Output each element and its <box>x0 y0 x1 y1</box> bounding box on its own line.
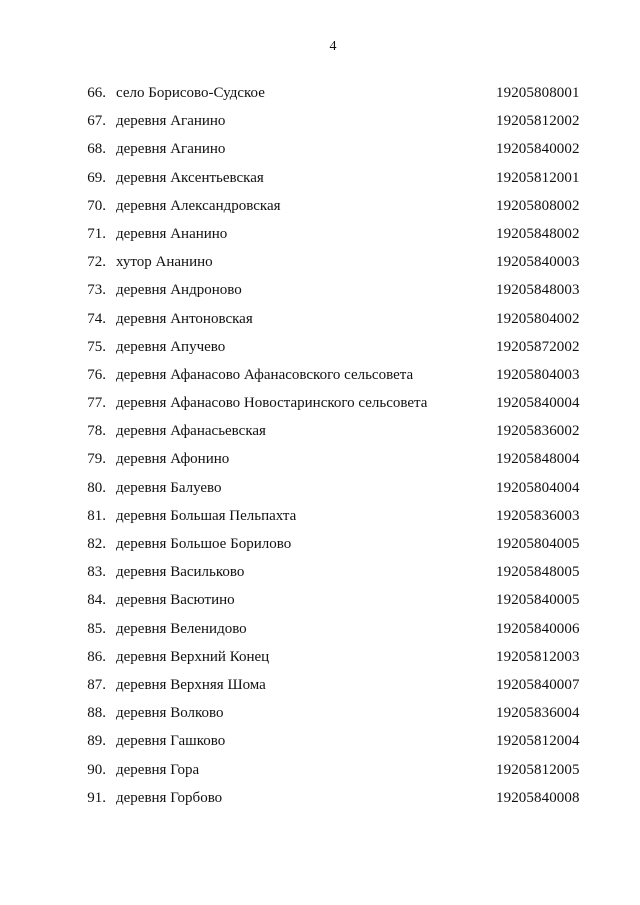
row-number: 69. <box>87 169 106 186</box>
settlement-name: деревня Антоновская <box>116 310 253 327</box>
row-number: 66. <box>87 85 106 101</box>
row-number: 74. <box>87 310 106 327</box>
list-item <box>0 305 640 333</box>
row-number: 89. <box>87 733 106 750</box>
list-item <box>0 389 640 417</box>
oktmo-code: 19205812004 <box>496 733 580 750</box>
list-item <box>0 333 640 361</box>
list-item <box>0 248 640 276</box>
row-number: 90. <box>87 761 106 778</box>
oktmo-code: 19205840004 <box>496 395 580 412</box>
list-item <box>0 107 640 135</box>
list-item <box>0 276 640 304</box>
settlement-name: деревня Васильково <box>116 564 245 581</box>
row-number: 67. <box>87 113 106 130</box>
settlement-name: деревня Большое Борилово <box>116 536 292 552</box>
oktmo-code: 19205836003 <box>496 507 580 524</box>
oktmo-code: 19205812001 <box>496 169 580 186</box>
list-item <box>0 445 640 473</box>
settlement-name: деревня Аганино <box>116 113 226 130</box>
oktmo-code: 19205840007 <box>496 676 580 693</box>
list-item <box>0 135 640 163</box>
list-item <box>0 361 640 389</box>
list-item <box>0 643 640 671</box>
oktmo-code: 19205840006 <box>496 620 580 637</box>
settlement-name: деревня Верхний Конец <box>116 648 270 665</box>
settlement-name: деревня Горбово <box>116 789 223 806</box>
settlement-name: деревня Афанасьевская <box>116 423 266 440</box>
settlement-name: деревня Афонино <box>116 451 230 468</box>
list-item <box>0 727 640 755</box>
list-item <box>0 530 640 558</box>
settlement-name: деревня Волково <box>116 705 224 722</box>
row-number: 80. <box>87 479 106 496</box>
row-number: 73. <box>87 282 106 299</box>
settlement-name: деревня Андроново <box>116 282 242 299</box>
row-number: 91. <box>87 789 106 806</box>
oktmo-code: 19205812002 <box>496 113 580 130</box>
settlement-name: деревня Александровская <box>116 197 281 214</box>
row-number: 84. <box>87 592 106 609</box>
row-number: 88. <box>87 705 106 722</box>
list-item <box>0 220 640 248</box>
row-number: 72. <box>87 254 106 271</box>
row-number: 79. <box>87 451 106 468</box>
row-number: 70. <box>87 197 106 214</box>
oktmo-code: 19205848002 <box>496 225 580 242</box>
row-number: 71. <box>87 225 106 242</box>
settlement-name: деревня Гашково <box>116 733 226 750</box>
oktmo-code: 19205848004 <box>496 451 580 468</box>
list-item <box>0 756 640 784</box>
list-item <box>0 192 640 220</box>
row-number: 86. <box>87 648 106 665</box>
row-number: 76. <box>87 366 106 383</box>
settlement-name: деревня Аксентьевская <box>116 169 264 186</box>
list-item <box>0 784 640 812</box>
oktmo-code: 19205840003 <box>496 254 580 271</box>
list-item <box>0 502 640 530</box>
row-number: 81. <box>87 507 106 524</box>
settlement-name: деревня Гора <box>116 761 200 778</box>
settlement-name: деревня Аганино <box>116 141 226 158</box>
list-item <box>0 558 640 586</box>
list-item <box>0 164 640 192</box>
settlement-name: деревня Апучево <box>116 338 226 355</box>
list-item <box>0 417 640 445</box>
list-item <box>0 699 640 727</box>
oktmo-code: 19205840005 <box>496 592 580 609</box>
row-number: 87. <box>87 676 106 693</box>
list-item <box>0 615 640 643</box>
oktmo-code: 19205812003 <box>496 648 580 665</box>
page-number: 4 <box>329 39 337 54</box>
oktmo-code: 19205812005 <box>496 761 580 778</box>
row-number: 83. <box>87 564 106 581</box>
settlement-name: деревня Балуево <box>116 479 222 496</box>
settlement-name: деревня Большая Пельпахта <box>116 507 297 524</box>
oktmo-code: 19205804002 <box>496 310 580 327</box>
settlement-name: деревня Афанасово Афанасовского сельсовета <box>116 366 414 383</box>
settlement-name: деревня Афанасово Новостаринского сельсовета <box>116 395 428 412</box>
oktmo-code: 19205848003 <box>496 282 580 299</box>
settlement-name: деревня Веленидово <box>116 620 247 637</box>
oktmo-code: 19205848005 <box>496 564 580 581</box>
settlement-name: хутор Ананино <box>116 254 213 271</box>
list-item <box>0 474 640 502</box>
list-item <box>0 671 640 699</box>
settlement-list <box>0 79 640 812</box>
list-item <box>0 586 640 614</box>
row-number: 85. <box>87 620 106 637</box>
oktmo-code: 19205836004 <box>496 705 580 722</box>
oktmo-code: 19205808002 <box>496 197 580 214</box>
oktmo-code: 19205804003 <box>496 366 580 383</box>
oktmo-code: 19205804004 <box>496 479 580 496</box>
row-number: 68. <box>87 141 106 158</box>
settlement-name: деревня Ананино <box>116 225 228 242</box>
row-number: 77. <box>87 395 106 412</box>
oktmo-code: 19205840002 <box>496 141 580 158</box>
settlement-name: деревня Васютино <box>116 592 235 609</box>
settlement-name: деревня Верхняя Шома <box>116 676 266 693</box>
oktmo-code: 19205840008 <box>496 789 580 806</box>
oktmo-code: 19205804005 <box>496 536 580 552</box>
list-item <box>0 79 640 107</box>
oktmo-code: 19205836002 <box>496 423 580 440</box>
row-number: 82. <box>87 536 106 552</box>
row-number: 75. <box>87 338 106 355</box>
settlement-name: село Борисово-Судское <box>116 85 265 101</box>
row-number: 78. <box>87 423 106 440</box>
oktmo-code: 19205808001 <box>496 85 580 101</box>
oktmo-code: 19205872002 <box>496 338 580 355</box>
